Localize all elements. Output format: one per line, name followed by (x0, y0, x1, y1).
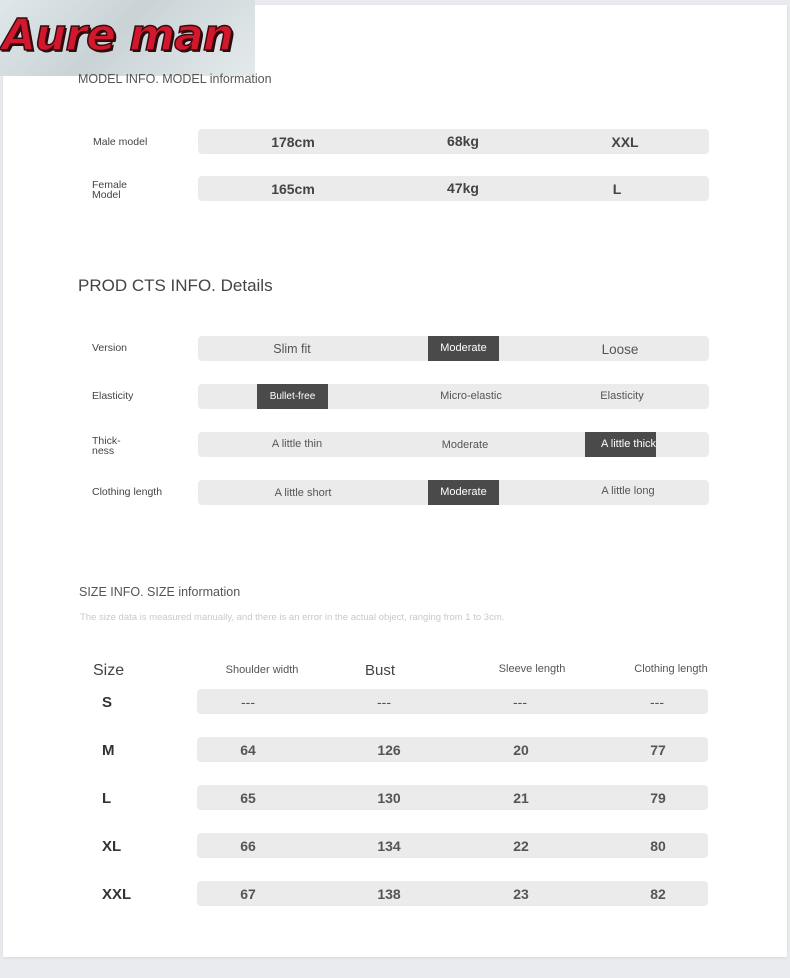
size-row-name: S (102, 694, 113, 711)
size-row-bar (197, 737, 708, 762)
size-row-shoulder: --- (241, 694, 255, 710)
size-row-shoulder: 66 (240, 838, 256, 854)
size-row-shoulder: 65 (240, 790, 256, 806)
size-row-shoulder: 64 (240, 742, 256, 758)
elasticity-selected-bullet-free: Bullet-free (257, 384, 328, 409)
female-model-label-line2: Model (92, 189, 121, 201)
logo-text: Aure man (2, 10, 234, 61)
clothing-length-option-a-little-long: A little long (601, 485, 655, 497)
female-model-size: L (612, 181, 622, 197)
female-model-label-line1: Female (92, 179, 128, 191)
size-info-note: The size data is measured manually, and there is an error in the actual object, ranging from 1 to 3cm. (80, 612, 505, 623)
size-row-bust: 126 (377, 742, 401, 758)
thickness-selected-a-little-thick: A little thick (585, 432, 656, 457)
size-row-bust: 138 (377, 886, 401, 902)
header-sleeve-length: Sleeve length (498, 663, 566, 675)
size-row-sleeve: 20 (513, 742, 529, 758)
version-option-loose: Loose (601, 342, 639, 357)
size-row-bar (197, 689, 708, 714)
male-model-height: 178cm (271, 134, 315, 150)
size-row-bar (197, 785, 708, 810)
size-row-length: 79 (650, 790, 666, 806)
male-model-size: XXL (611, 134, 639, 150)
size-row-sleeve: 21 (513, 790, 529, 806)
size-row-sleeve: 22 (513, 838, 529, 854)
clothing-length-label: Clothing length (92, 486, 163, 498)
clothing-length-selected-moderate: Moderate (428, 480, 499, 505)
size-row-length: 77 (650, 742, 666, 758)
thickness-label-line1: Thick- (92, 435, 121, 447)
size-row-shoulder: 67 (240, 886, 256, 902)
brand-logo (0, 0, 255, 76)
size-row-sleeve: 23 (513, 886, 529, 902)
female-model-height: 165cm (271, 181, 315, 197)
version-selected-moderate: Moderate (428, 336, 499, 361)
size-row-bar (197, 881, 708, 906)
elasticity-option-micro-elastic: Micro-elastic (440, 390, 502, 402)
version-label: Version (92, 342, 128, 354)
size-row-bust: 130 (377, 790, 401, 806)
size-row-length: 80 (650, 838, 666, 854)
size-row-name: L (102, 790, 112, 807)
size-row-bust: --- (377, 694, 391, 710)
size-info-title: SIZE INFO. SIZE information (79, 585, 241, 599)
size-row-name: M (102, 742, 115, 759)
female-model-label (92, 180, 127, 200)
header-clothing-length: Clothing length (634, 663, 708, 675)
size-row-sleeve: --- (513, 694, 527, 710)
thickness-option-moderate: Moderate (441, 439, 489, 451)
version-option-slim-fit: Slim fit (273, 342, 311, 356)
male-model-bar (198, 129, 709, 154)
elasticity-option-elasticity: Elasticity (600, 390, 644, 402)
product-info-title: PROD CTS INFO. Details (78, 276, 273, 295)
thickness-label (92, 436, 121, 456)
size-row-name: XL (102, 838, 122, 855)
size-row-name: XXL (102, 886, 132, 903)
size-row-bust: 134 (377, 838, 401, 854)
female-model-weight: 47kg (447, 180, 479, 196)
header-bust: Bust (364, 662, 396, 679)
elasticity-label: Elasticity (92, 390, 134, 402)
clothing-length-option-a-little-short: A little short (274, 487, 332, 499)
thickness-label-line2: ness (92, 445, 115, 457)
male-model-weight: 68kg (447, 133, 479, 149)
male-model-label: Male model (93, 136, 148, 148)
size-row-length: --- (650, 694, 664, 710)
female-model-bar (198, 176, 709, 201)
model-info-title: MODEL INFO. MODEL information (78, 72, 272, 86)
header-size: Size (93, 662, 125, 679)
size-row-bar (197, 833, 708, 858)
thickness-option-a-little-thin: A little thin (271, 438, 323, 450)
size-row-length: 82 (650, 886, 666, 902)
header-shoulder-width: Shoulder width (225, 664, 299, 676)
